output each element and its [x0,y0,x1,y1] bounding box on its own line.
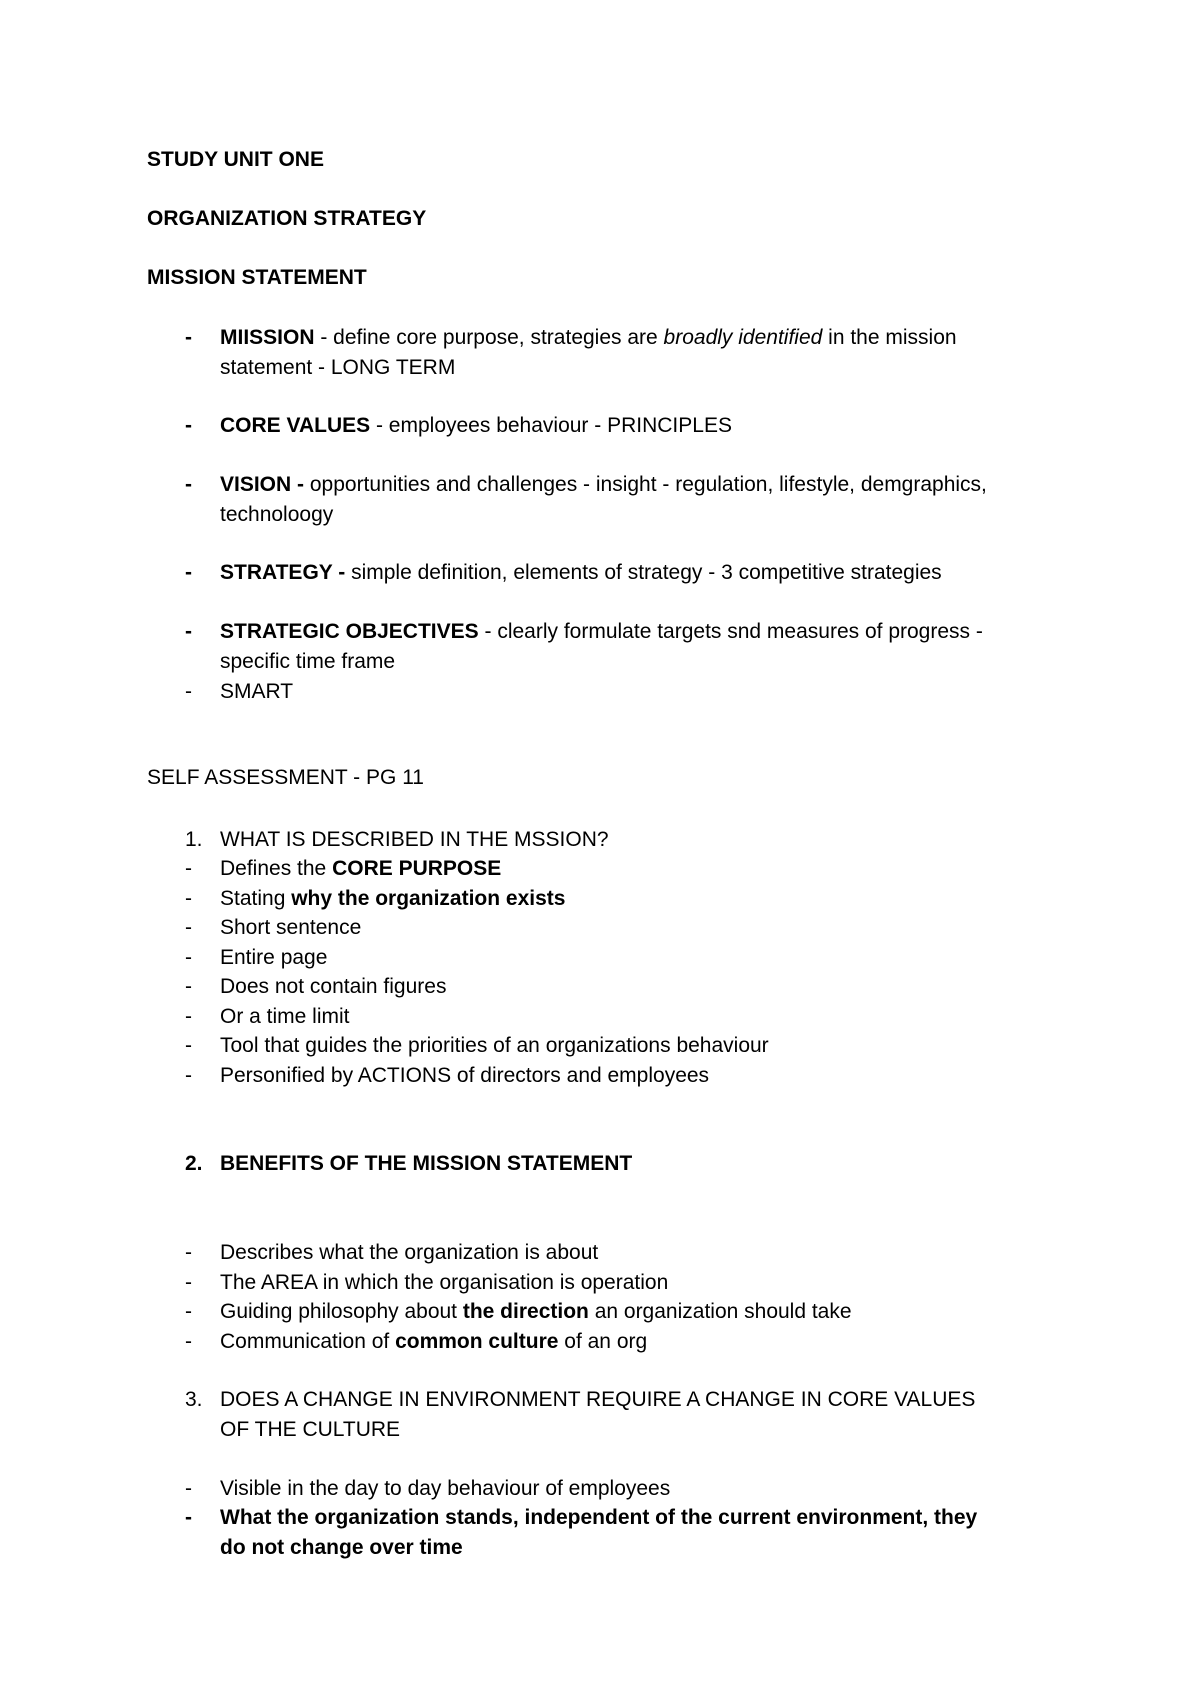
definition-mission: - MIISSION - define core purpose, strategies are broadly identified in the mission statement - LONG TERM [147,323,1047,382]
bullet-dash: - [185,620,192,643]
study-unit-heading: STUDY UNIT ONE [147,148,324,171]
bullet-dash: - [185,857,192,880]
list-item: - Guiding philosophy about the direction an organization should take [147,1297,1047,1327]
bullet-dash: - [185,1004,192,1028]
term: STRATEGIC OBJECTIVES [220,620,479,643]
org-strategy-heading: ORGANIZATION STRATEGY [147,207,427,230]
bullet-dash: - [185,1329,192,1353]
bullet-dash: - [185,1477,192,1500]
bullet-dash: - [185,945,192,969]
definition-smart: - SMART [147,677,1047,707]
mission-statement-heading: MISSION STATEMENT [147,266,367,289]
list-item: - Visible in the day to day behaviour of employees [147,1474,1047,1504]
bullet-dash: - [185,1270,192,1294]
bullet-dash: - [185,1034,192,1057]
list-item: - Does not contain figures [147,972,1047,1002]
bullet-dash: - [185,473,192,496]
list-number: 2. [185,1152,203,1175]
definition-strategy: - STRATEGY - simple definition, elements of strategy - 3 competitive strategies [147,558,1047,588]
bullet-dash: - [185,1241,192,1264]
list-item: - Describes what the organization is about [147,1238,1047,1268]
bullet-dash: - [185,414,192,437]
term: STRATEGY - [220,561,346,584]
bullet-dash: - [185,975,192,998]
question-1: 1. WHAT IS DESCRIBED IN THE MSSION? [147,825,1047,855]
definition-core-values: - CORE VALUES - employees behaviour - PRINCIPLES [147,411,1047,441]
self-assessment-heading: SELF ASSESSMENT - PG 11 [147,766,424,789]
bullet-dash: - [185,561,192,584]
list-item: - Or a time limit [147,1002,1047,1032]
list-number: 3. [185,1388,203,1411]
question-2: 2. BENEFITS OF THE MISSION STATEMENT [147,1149,1047,1179]
bullet-dash: - [185,326,192,349]
definition-vision: - VISION - opportunities and challenges - insight - regulation, lifestyle, demgraphics, technoloogy [147,470,1047,529]
list-item: - Tool that guides the priorities of an organizations behaviour [147,1031,1047,1061]
bullet-dash: - [185,886,192,910]
list-item: - What the organization stands, independent of the current environment, they do not change over time [147,1503,1047,1562]
list-item: - Communication of common culture of an org [147,1327,1047,1357]
bullet-dash: - [185,1063,192,1087]
list-item: - Entire page [147,943,1047,973]
bullet-dash: - [185,1300,192,1323]
definition-strategic-objectives: - STRATEGIC OBJECTIVES - clearly formulate targets snd measures of progress - specific time frame [147,617,1047,676]
term: MIISSION [220,326,315,349]
list-item: - Defines the CORE PURPOSE [147,854,1047,884]
list-item: - Personified by ACTIONS of directors and employees [147,1061,1047,1091]
list-item: - Short sentence [147,913,1047,943]
bullet-dash: - [185,680,192,703]
term: VISION - [220,473,305,496]
bullet-dash: - [185,916,192,939]
list-item: - Stating why the organization exists [147,884,1047,914]
list-number: 1. [185,828,203,851]
list-item: - The AREA in which the organisation is operation [147,1268,1047,1298]
bullet-dash: - [185,1506,192,1529]
question-3: 3. DOES A CHANGE IN ENVIRONMENT REQUIRE A CHANGE IN CORE VALUES OF THE CULTURE [147,1385,1047,1444]
term: CORE VALUES [220,414,371,437]
